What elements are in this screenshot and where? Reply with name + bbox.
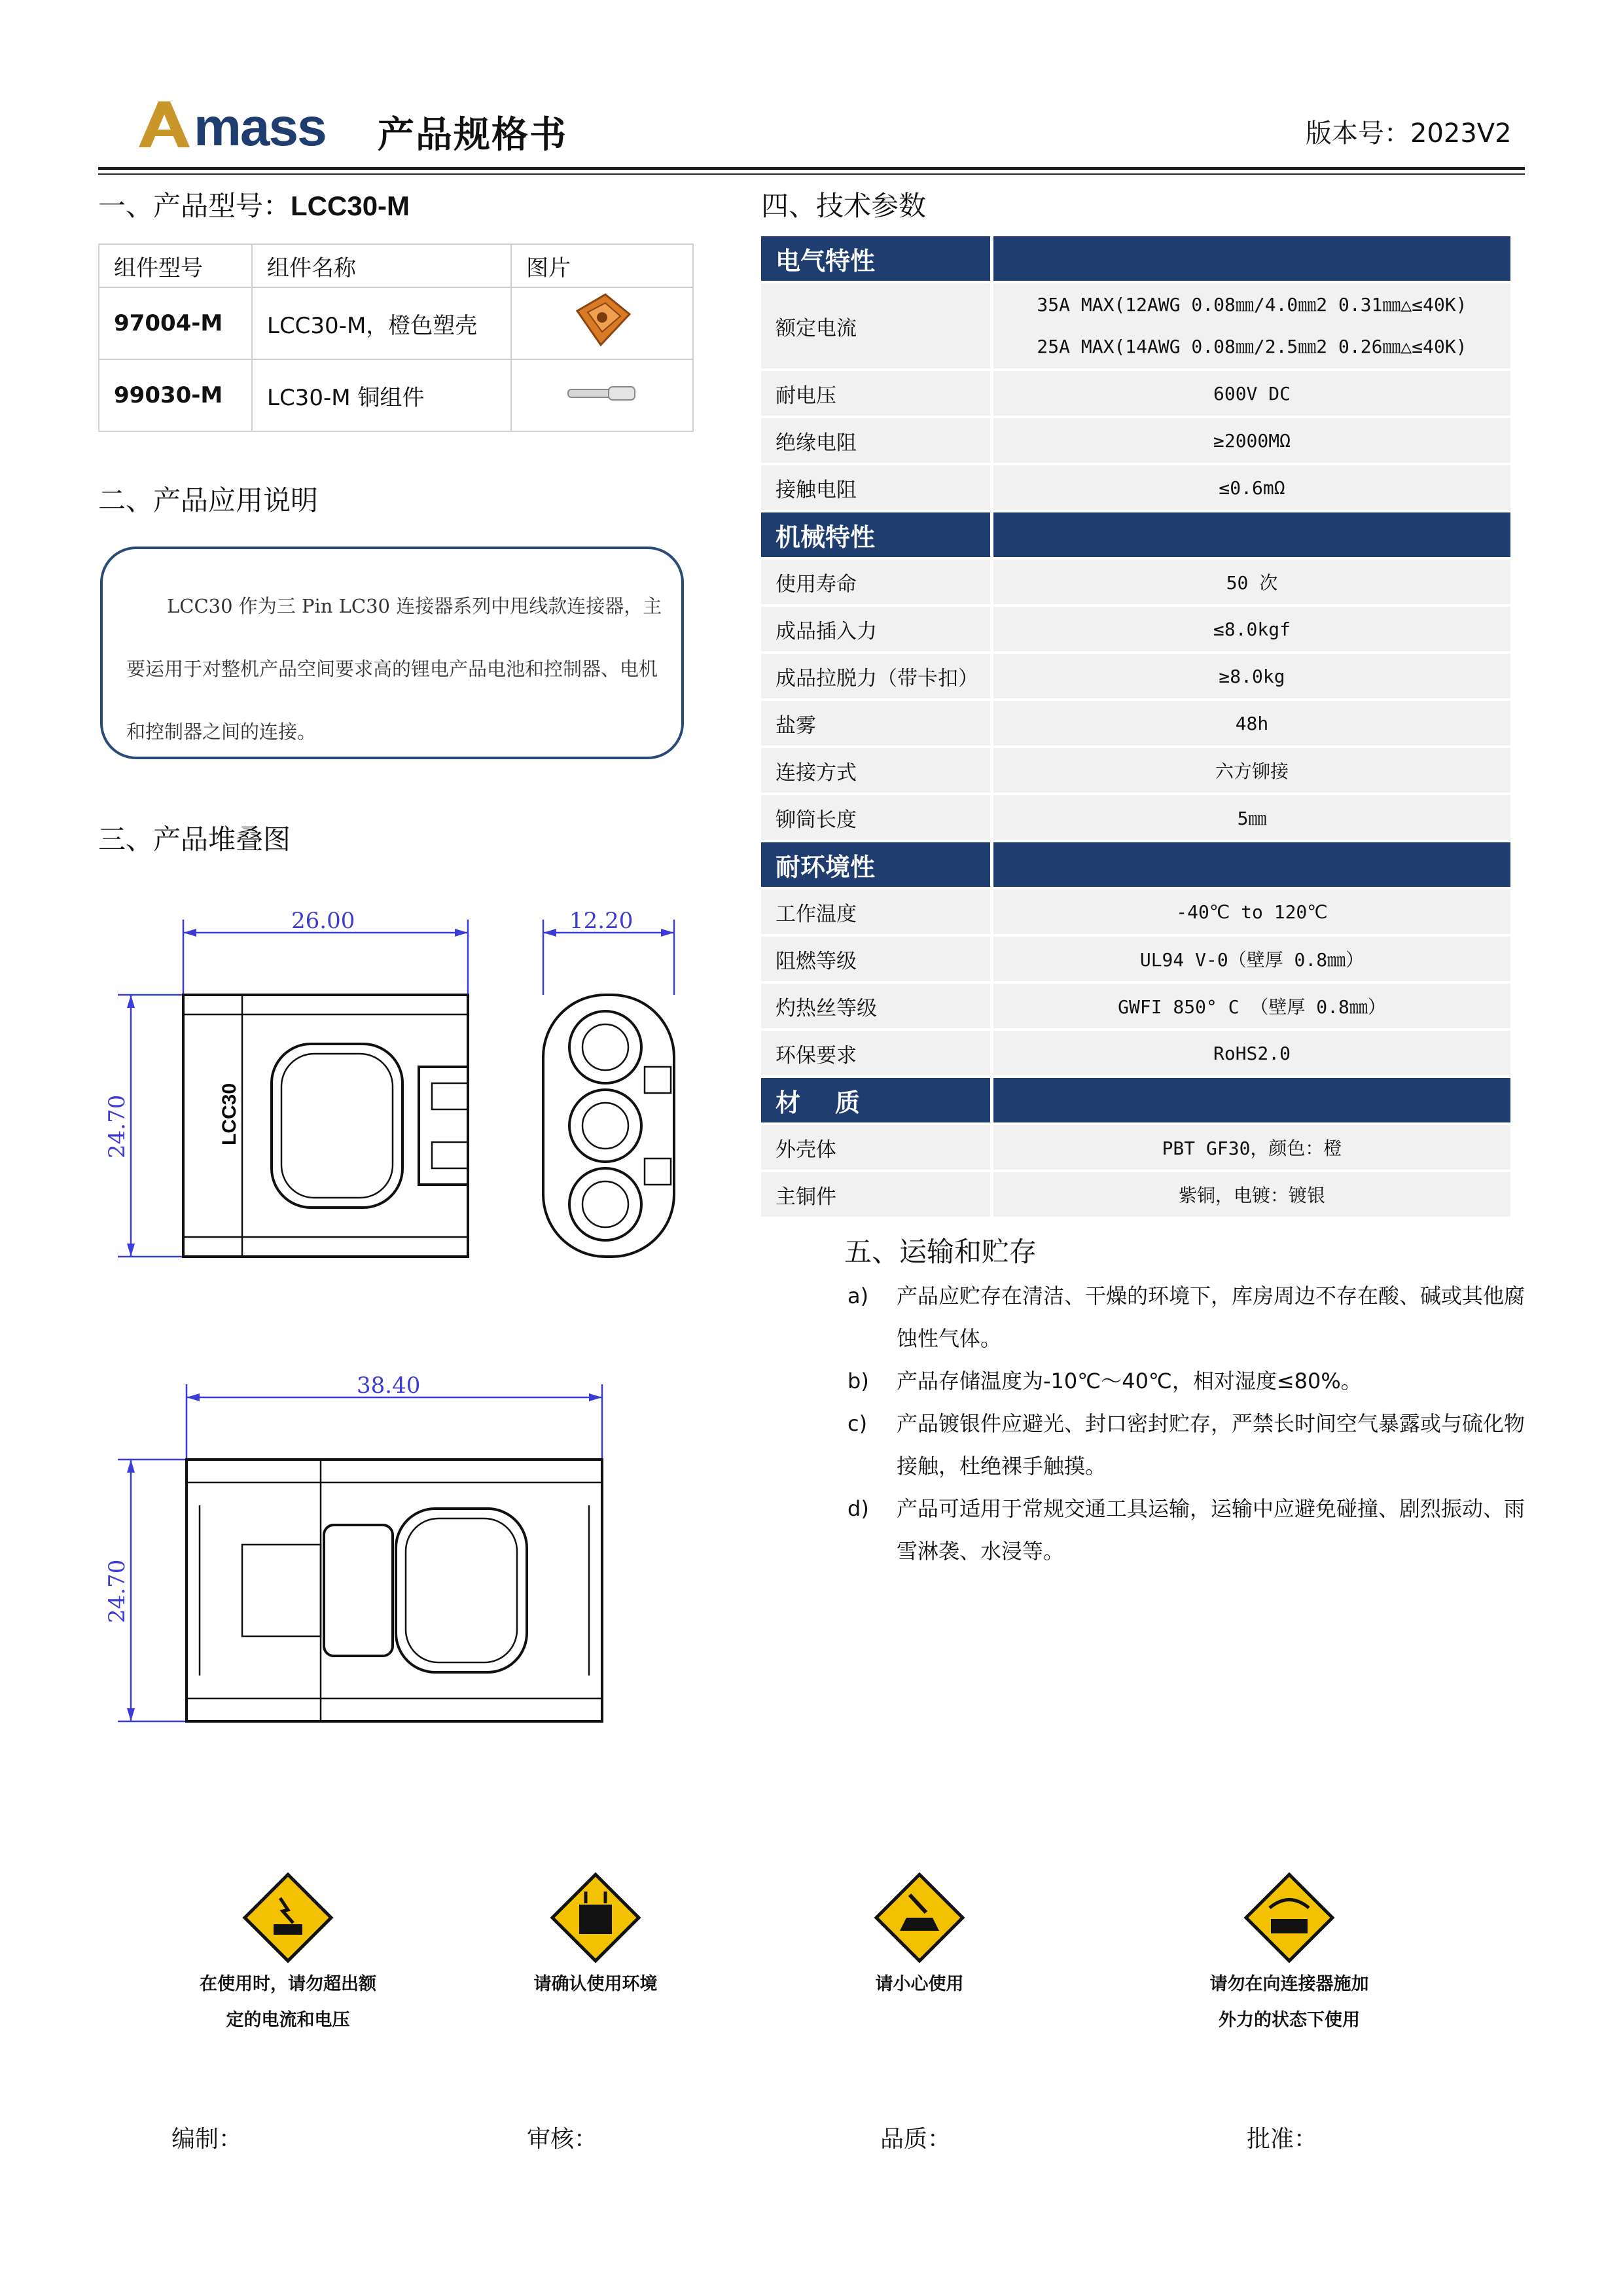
version-number: 版本号：2023V2	[1306, 118, 1512, 149]
spec-value: 35A MAX(12AWG 0.08㎜/4.0㎜2 0.31㎜△≤40K)	[1037, 294, 1467, 315]
list-item: c) 产品镀银件应避光、封口密封贮存，严禁长时间空气暴露或与硫化物接触，杜绝裸手触摸。	[847, 1411, 1525, 1479]
spec-row	[761, 795, 1510, 840]
spec-category: 机械特性	[761, 512, 993, 557]
spec-value: -40℃ to 120℃	[993, 889, 1510, 934]
section-2-title: 二、产品应用说明	[98, 484, 319, 516]
orange-housing-icon	[569, 291, 635, 350]
part-name: LCC30-M，橙色塑壳	[252, 287, 511, 359]
external-force-warning-icon	[1243, 1872, 1335, 1964]
column-header: 图片	[511, 244, 693, 287]
signature-quality: 品质：	[880, 2126, 952, 2153]
dim-stacked-width: 38.40	[357, 1372, 421, 1399]
spec-name: 阻燃等级	[761, 937, 993, 981]
list-item: a) 产品应贮存在清洁、干燥的环境下，库房周边不存在酸、碱或其他腐蚀性气体。	[847, 1283, 1525, 1351]
warning-text: 请确认使用环境	[533, 1974, 658, 1994]
spec-category: 材 质	[761, 1078, 993, 1122]
spec-name: 成品插入力	[761, 607, 993, 651]
dim-front-height: 24.70	[104, 1094, 130, 1158]
spec-value: 50 次	[993, 560, 1510, 604]
section-3-title: 三、产品堆叠图	[98, 823, 291, 855]
spec-value: 600V DC	[993, 371, 1510, 416]
spec-name: 接触电阻	[761, 465, 993, 510]
signature-reviewed: 审核：	[527, 2126, 598, 2153]
part-number: 97004-M	[99, 287, 252, 359]
dim-stacked-height: 24.70	[104, 1559, 130, 1623]
spec-name: 使用寿命	[761, 560, 993, 604]
spec-name: 灼热丝等级	[761, 984, 993, 1028]
spec-name: 耐电压	[761, 371, 993, 416]
spec-value: PBT GF30，颜色：橙	[993, 1125, 1510, 1170]
part-number: 99030-M	[99, 359, 252, 431]
spec-name: 外壳体	[761, 1125, 993, 1170]
spec-value: 25A MAX(14AWG 0.08㎜/2.5㎜2 0.26㎜△≤40K)	[1037, 336, 1467, 357]
spec-name: 主铜件	[761, 1172, 993, 1217]
spec-value: ≥8.0kg	[993, 654, 1510, 698]
list-item: d) 产品可适用于常规交通工具运输，运输中应避免碰撞、剧烈振动、雨雪淋袭、水浸等。	[847, 1496, 1525, 1564]
spec-value: 紫铜，电镀：镀银	[993, 1172, 1510, 1217]
spec-name: 绝缘电阻	[761, 418, 993, 463]
section-5-title: 五、运输和贮存	[844, 1236, 1037, 1268]
spec-name: 盐雾	[761, 701, 993, 745]
side-view-drawing	[524, 903, 694, 1270]
header-rule-thin	[98, 173, 1525, 175]
svg-text:mass: mass	[194, 98, 326, 157]
spec-category: 电气特性	[761, 236, 993, 281]
spec-row	[761, 371, 1510, 416]
table-row	[99, 359, 693, 431]
transport-storage-list	[847, 1275, 1528, 1573]
warning-block	[497, 1872, 694, 2002]
table-header-row	[99, 244, 693, 287]
spec-row	[761, 418, 1510, 463]
spec-row	[761, 748, 1510, 793]
spec-name: 铆筒长度	[761, 795, 993, 840]
copper-pin-icon	[563, 376, 641, 409]
spec-value: ≤8.0kgf	[993, 607, 1510, 651]
warning-text: 请勿在向连接器施加 外力的状态下使用	[1209, 1974, 1369, 2030]
column-header: 组件名称	[252, 244, 511, 287]
spec-row	[761, 654, 1510, 698]
spec-category-row	[761, 842, 1510, 887]
component-table	[98, 243, 694, 432]
amass-logo	[139, 98, 358, 157]
spec-value: 48h	[993, 701, 1510, 745]
spec-value: ≥2000MΩ	[993, 418, 1510, 463]
spec-category: 耐环境性	[761, 842, 993, 887]
spec-value: UL94 V-0（壁厚 0.8㎜）	[993, 937, 1510, 981]
spec-row	[761, 607, 1510, 651]
warning-text: 在使用时，请勿超出额 定的电流和电压	[200, 1974, 376, 2030]
header-rule	[98, 167, 1525, 170]
section-4-title: 四、技术参数	[761, 190, 927, 222]
stacked-view-drawing	[104, 1368, 700, 1734]
spec-row	[761, 465, 1510, 510]
spec-row	[761, 889, 1510, 934]
spec-name: 环保要求	[761, 1031, 993, 1075]
column-header: 组件型号	[99, 244, 252, 287]
warning-block	[1171, 1872, 1407, 2038]
spec-row	[761, 937, 1510, 981]
list-item: b) 产品存储温度为-10℃～40℃，相对湿度≤80%。	[847, 1369, 1362, 1393]
application-description: LCC30 作为三 Pin LC30 连接器系列中甩线款连接器，主要运用于对整机产品空间要求高的锂电产品电池和控制器、电机和控制器之间的连接。	[126, 595, 662, 743]
spec-name: 成品拉脱力（带卡扣）	[761, 654, 993, 698]
warning-block	[821, 1872, 1018, 2002]
document-title: 产品规格书	[378, 114, 567, 156]
dim-front-width: 26.00	[291, 908, 355, 934]
spec-name: 工作温度	[761, 889, 993, 934]
spec-name: 连接方式	[761, 748, 993, 793]
spec-value: GWFI 850° C （壁厚 0.8㎜）	[993, 984, 1510, 1028]
spec-value: RoHS2.0	[993, 1031, 1510, 1075]
spec-row	[761, 283, 1510, 368]
spec-category-row	[761, 1078, 1510, 1122]
signature-approved: 批准：	[1247, 2126, 1318, 2153]
spec-value: 5㎜	[993, 795, 1510, 840]
specifications-table	[761, 234, 1510, 1219]
spec-row	[761, 560, 1510, 604]
spec-row	[761, 984, 1510, 1028]
spec-row	[761, 1125, 1510, 1170]
spec-name: 额定电流	[761, 283, 993, 368]
spec-value: 六方铆接	[993, 748, 1510, 793]
table-row	[99, 287, 693, 359]
svg-text:LCC30: LCC30	[219, 1083, 240, 1145]
spec-row	[761, 1172, 1510, 1217]
spec-value: ≤0.6mΩ	[993, 465, 1510, 510]
dim-side-width: 12.20	[569, 908, 633, 934]
spec-row	[761, 701, 1510, 745]
warning-block	[164, 1872, 412, 2038]
part-name: LC30-M 铜组件	[252, 359, 511, 431]
section-1-title: 一、产品型号：LCC30-M	[98, 190, 410, 222]
warning-text: 请小心使用	[875, 1974, 964, 1994]
overcurrent-warning-icon	[242, 1872, 334, 1964]
environment-warning-icon	[550, 1872, 641, 1964]
signature-prepared: 编制：	[171, 2126, 243, 2153]
spec-row	[761, 1031, 1510, 1075]
spec-category-row	[761, 236, 1510, 281]
spec-category-row	[761, 512, 1510, 557]
careful-use-warning-icon	[874, 1872, 965, 1964]
